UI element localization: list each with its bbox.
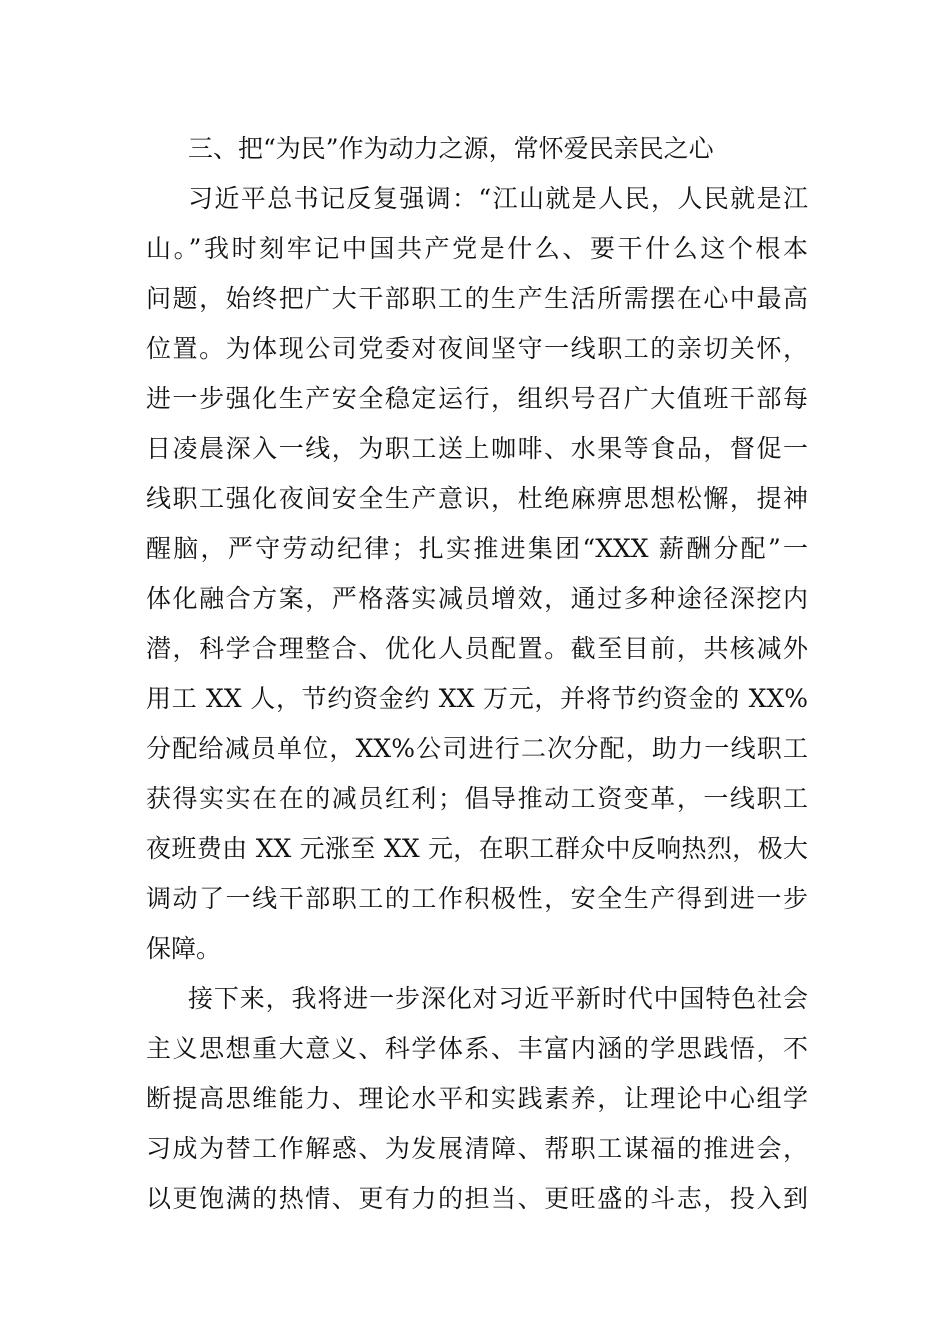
- paragraph-line: 夜班费由 XX 元涨至 XX 元，在职工群众中反响热烈，极大: [146, 834, 808, 863]
- paragraph-line: 位置。为体现公司党委对夜间坚守一线职工的亲切关怀，: [146, 334, 808, 363]
- paragraph-line: 日凌晨深入一线，为职工送上咖啡、水果等食品，督促一: [146, 434, 808, 463]
- paragraph-line: 获得实实在在的减员红利；倡导推动工资变革，一线职工: [146, 784, 808, 813]
- paragraph-line: 断提高思维能力、理论水平和实践素养，让理论中心组学: [146, 1084, 808, 1113]
- paragraph-line: 山。”我时刻牢记中国共产党是什么、要干什么这个根本: [146, 234, 808, 263]
- paragraph-line: 习近平总书记反复强调：“江山就是人民，人民就是江: [188, 184, 808, 213]
- paragraph-line: 体化融合方案，严格落实减员增效，通过多种途径深挖内: [146, 584, 808, 613]
- paragraph-line: 调动了一线干部职工的工作积极性，安全生产得到进一步: [146, 884, 808, 913]
- paragraph-line: 线职工强化夜间安全生产意识，杜绝麻痹思想松懈，提神: [146, 484, 808, 513]
- paragraph-line: 潜，科学合理整合、优化人员配置。截至目前，共核减外: [146, 634, 808, 663]
- document-body: [146, 124, 808, 1224]
- paragraph-line: 主义思想重大意义、科学体系、丰富内涵的学思践悟，不: [146, 1034, 808, 1063]
- paragraph-line: 进一步强化生产安全稳定运行，组织号召广大值班干部每: [146, 384, 808, 413]
- paragraph-line: 保障。: [146, 934, 222, 963]
- paragraph-line: 接下来，我将进一步深化对习近平新时代中国特色社会: [188, 984, 808, 1013]
- paragraph-line: 问题，始终把广大干部职工的生产生活所需摆在心中最高: [146, 284, 808, 313]
- paragraph-line: 分配给减员单位，XX%公司进行二次分配，助力一线职工: [146, 734, 808, 763]
- paragraph-line: 习成为替工作解惑、为发展清障、帮职工谋福的推进会，: [146, 1134, 808, 1163]
- section-heading: 三、把“为民”作为动力之源，常怀爱民亲民之心: [188, 134, 714, 163]
- paragraph-2: [146, 974, 808, 1224]
- paragraph-line: 醒脑，严守劳动纪律；扎实推进集团“XXX 薪酬分配”一: [146, 534, 808, 563]
- paragraph-line: 以更饱满的热情、更有力的担当、更旺盛的斗志，投入到: [146, 1184, 808, 1213]
- paragraph-1: [146, 174, 808, 974]
- paragraph-line: 用工 XX 人，节约资金约 XX 万元，并将节约资金的 XX%: [146, 684, 808, 713]
